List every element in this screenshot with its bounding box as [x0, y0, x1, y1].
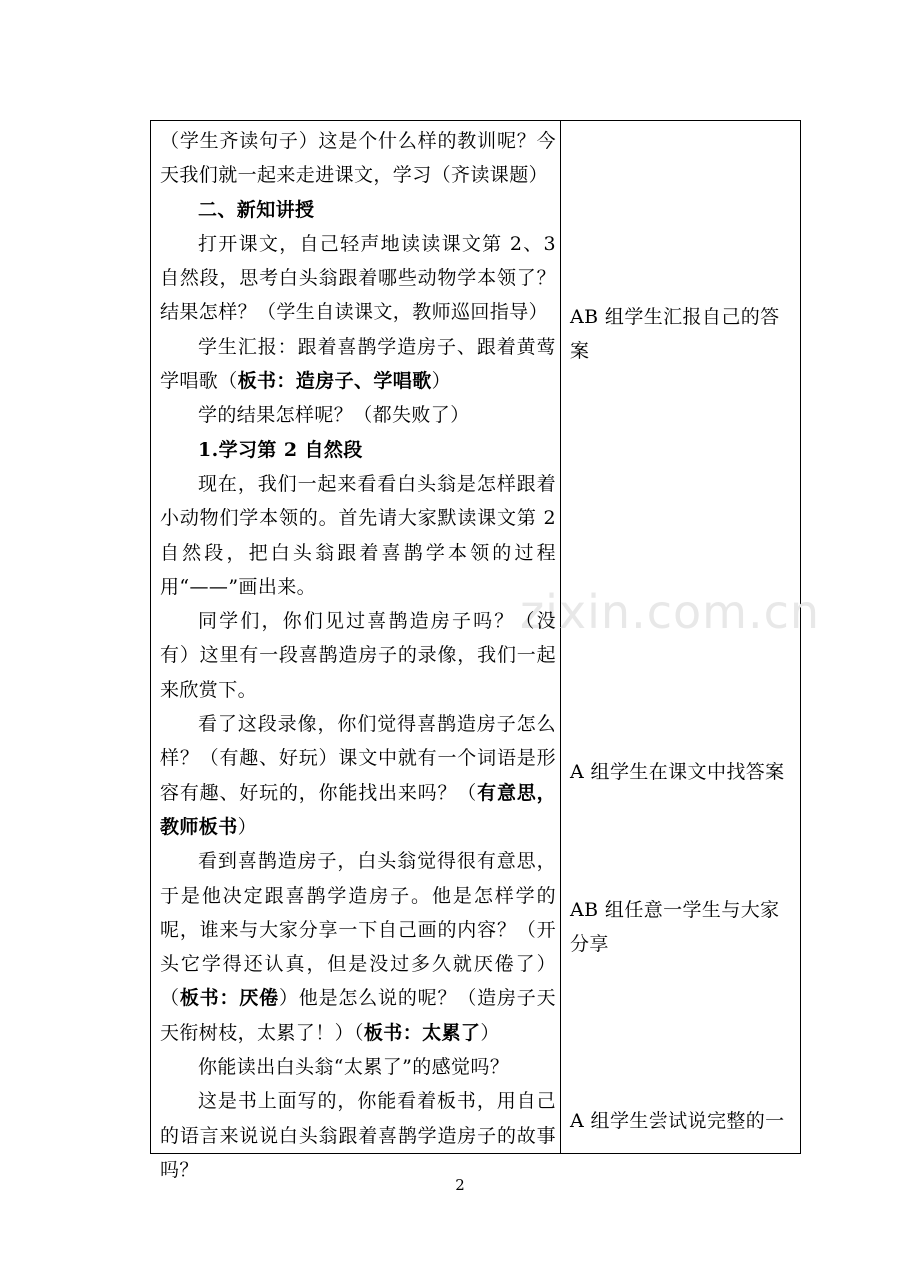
subsection-heading: 1.学习第 2 自然段 — [198, 438, 363, 461]
note-retell: A 组学生尝试说完整的一 — [570, 1110, 785, 1132]
paragraph-intro: （学生齐读句子）这是个什么样的教训呢？今天我们就一起来走进课文，学习（齐读课题） — [160, 130, 556, 187]
teaching-content-column — [160, 124, 556, 1187]
paragraph-student-report: 学生汇报：跟着喜鹊学造房子、跟着黄莺学唱歌（板书：造房子、学唱歌） — [160, 335, 556, 393]
paragraph-learn-build: 看到喜鹊造房子，白头翁觉得很有意思，于是他决定跟喜鹊学造房子。他是怎样学的呢，谁来与大家分享一下自己画的内容？（开头它学得还认真，但是没过多久就厌倦了）（板书：厌倦）他是怎么说的呢？（造房子天天衔树枝，太累了！）（板书：太累了） — [160, 850, 556, 1044]
paragraph-result: 学的结果怎样呢？（都失败了） — [198, 404, 470, 427]
paragraph-read-tired: 你能读出白头翁“太累了”的感觉吗？ — [198, 1056, 510, 1079]
note-report: AB 组学生汇报自己的答案 — [570, 306, 780, 362]
page-number: 2 — [455, 1176, 465, 1194]
section-heading: 二、新知讲授 — [198, 198, 315, 221]
note-find-answer: A 组学生在课文中找答案 — [570, 761, 785, 783]
watermark-logo: zixin.com.cn — [520, 585, 821, 639]
paragraph-retell: 这是书上面写的，你能看着板书，用自己的语言来说说白头翁跟着喜鹊学造房子的故事吗？ — [160, 1090, 556, 1181]
paragraph-open-text: 打开课文，自己轻声地读读课文第 2、3 自然段，思考白头翁跟着哪些动物学本领了？结果怎样？（学生自读课文，教师巡回指导） — [160, 232, 556, 324]
paragraph-video: 同学们，你们见过喜鹊造房子吗？（没有）这里有一段喜鹊造房子的录像，我们一起来欣赏下。 — [160, 610, 556, 701]
note-share: AB 组任意一学生与大家分享 — [570, 899, 780, 955]
paragraph-interesting: 看了这段录像，你们觉得喜鹊造房子怎么样？（有趣、好玩）课文中就有一个词语是形容有趣、好玩的，你能找出来吗？（有意思，教师板书） — [160, 713, 556, 838]
paragraph-silent-read: 现在，我们一起来看看白头翁是怎样跟着小动物们学本领的。首先请大家默读课文第 2 自然段，把白头翁跟着喜鹊学本领的过程用“——”画出来。 — [160, 472, 556, 598]
